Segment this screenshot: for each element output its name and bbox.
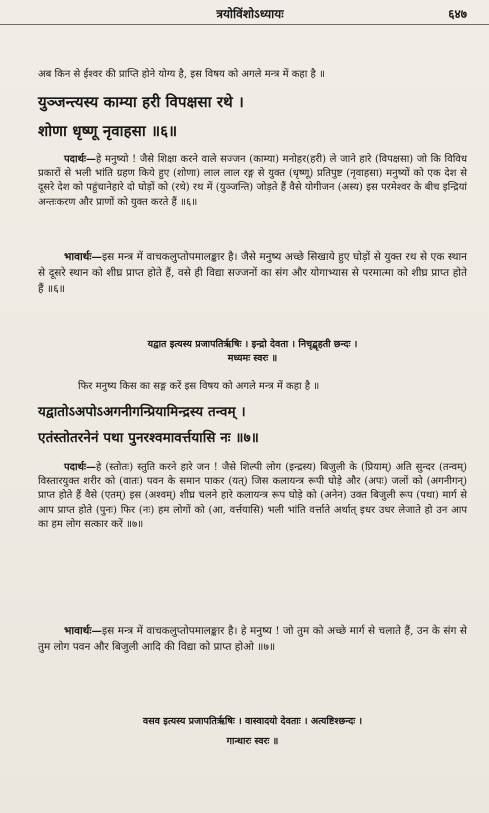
chapter-title: त्रयोविंशोऽध्यायः <box>216 7 284 21</box>
padartha-2 <box>38 461 467 532</box>
bhavartha-2-label: भावार्थः— <box>64 625 102 637</box>
metadata-1-line-2: मध्यमः स्वरः ॥ <box>227 353 278 364</box>
padartha-2-label: पदार्थः— <box>64 462 96 473</box>
padartha-1-text: हे मनुष्यो ! जैसे शिक्षा करने वाले सज्जन (काम्या) मनोहर(हरी) ले जाने हारे (विपक्षसा) जो कि विविध प्रकारों से भली भांति ग्रहण किये हुए (शोणा) लाल लाल रङ्ग से युक्त (धृष्णू) प्रतिपुष्ट (नृवाहसा) मनुष्यों को एक देश से दूसरे देश को पहुंचानेहारे दो घोड़ों को (रथे) रथ में (युञ्जन्ति) जोड़ते हैं वैसे योगीजन (अस्य) इस परमेश्वर के बीच इन्द्रियां अन्तःकरण और प्राणों को युक्त करते हैं ॥६॥ <box>38 154 467 208</box>
mantra-1-line-2: शोणा धृष्णू नृवाहसा ॥६॥ <box>38 122 178 140</box>
mantra-2-line-2: एतंस्तोतरनेनं पथा पुनरश्वमावर्त्तयासि नः ॥७॥ <box>38 430 259 446</box>
bhavartha-1 <box>38 249 467 297</box>
mantra-1-line-1: युञ्जन्त्यस्य काम्या हरी विपक्षसा रथे । <box>38 93 244 111</box>
intro-line: अब किन से ईश्वर की प्राप्ति होने योग्य है, इस विषय को अगले मन्त्र में कहा है ॥ <box>38 69 325 80</box>
page-number: ६४७ <box>448 7 467 21</box>
bhavartha-2-text: इस मन्त्र में वाचकलुप्तोपमालङ्कार है। हे मनुष्य ! जो तुम को अच्छे मार्ग से चलाते हैं, उन के संग से तुम लोग पवन और बिजुली आदि की विद्या को प्राप्त होओ ॥७॥ <box>38 625 467 653</box>
header-rule <box>0 24 489 25</box>
bhavartha-2 <box>38 623 467 655</box>
metadata-2-line-2: गान्धारः स्वरः ॥ <box>226 736 279 747</box>
intro-line-2: फिर मनुष्य किस का सङ्ग करें इस विषय को अगले मन्त्र में कहा है ॥ <box>78 381 320 392</box>
bhavartha-1-text: इस मन्त्र में वाचकलुप्तोपमालङ्कार है। जैसे मनुष्य अच्छे सिखाये हुए घोड़ों से युक्त रथ से एक स्थान से दूसरे स्थान को शीघ्र प्राप्त होते हैं, वसे ही विद्या सज्जनों का संग और योगाभ्यास से परमात्मा को शीघ्र प्राप्त होते हैं ॥६॥ <box>38 251 467 295</box>
padartha-1 <box>38 153 467 210</box>
page-header <box>0 2 489 22</box>
padartha-2-text: हे (स्तोतः) स्तुति करने हारे जन ! जैसे शिल्पी लोग (इन्द्रस्य) बिजुली के (प्रियाम्) अति सुन्दर (तन्वम्) विस्तारयुक्त शरीर को (वातः) पवन के समान पाकर (यत्) जिस कलायन्त्र रूपी घोड़े और (अपः) जलों को (अगनीगन्) प्राप्त होते हैं वैसे (एतम्) इस (अश्वम्) शीघ्र चलने हारे कलायन्त्र रूप घोड़े को (अनेन) उक्त बिजुली रूप (पथा) मार्ग से आप प्राप्त होते (पुनः) फिर (नः) हम लोगों को (आ, वर्त्तयासि) भली भांति वर्त्ताते अर्थात् इधर उधर लेजाते हो उन आप का हम लोग सत्कार करें ॥७॥ <box>38 462 467 530</box>
metadata-1-line-1: यद्वात इत्यस्य प्रजापतिर्ऋषिः । इन्द्रो देवता । निचृद्बृहती छन्दः । <box>147 339 358 350</box>
metadata-2-line-1: वसव इत्यस्य प्रजापतिर्ऋषिः । वास्वादयो देवताः । अत्यष्टिश्छन्दः । <box>142 716 363 727</box>
bhavartha-1-label: भावार्थः— <box>64 251 102 263</box>
padartha-1-label: पदार्थः— <box>64 154 96 165</box>
mantra-2-line-1: यद्वातोऽअपोऽअगनीगन्प्रियामिन्द्रस्य तन्वम् । <box>38 404 246 420</box>
